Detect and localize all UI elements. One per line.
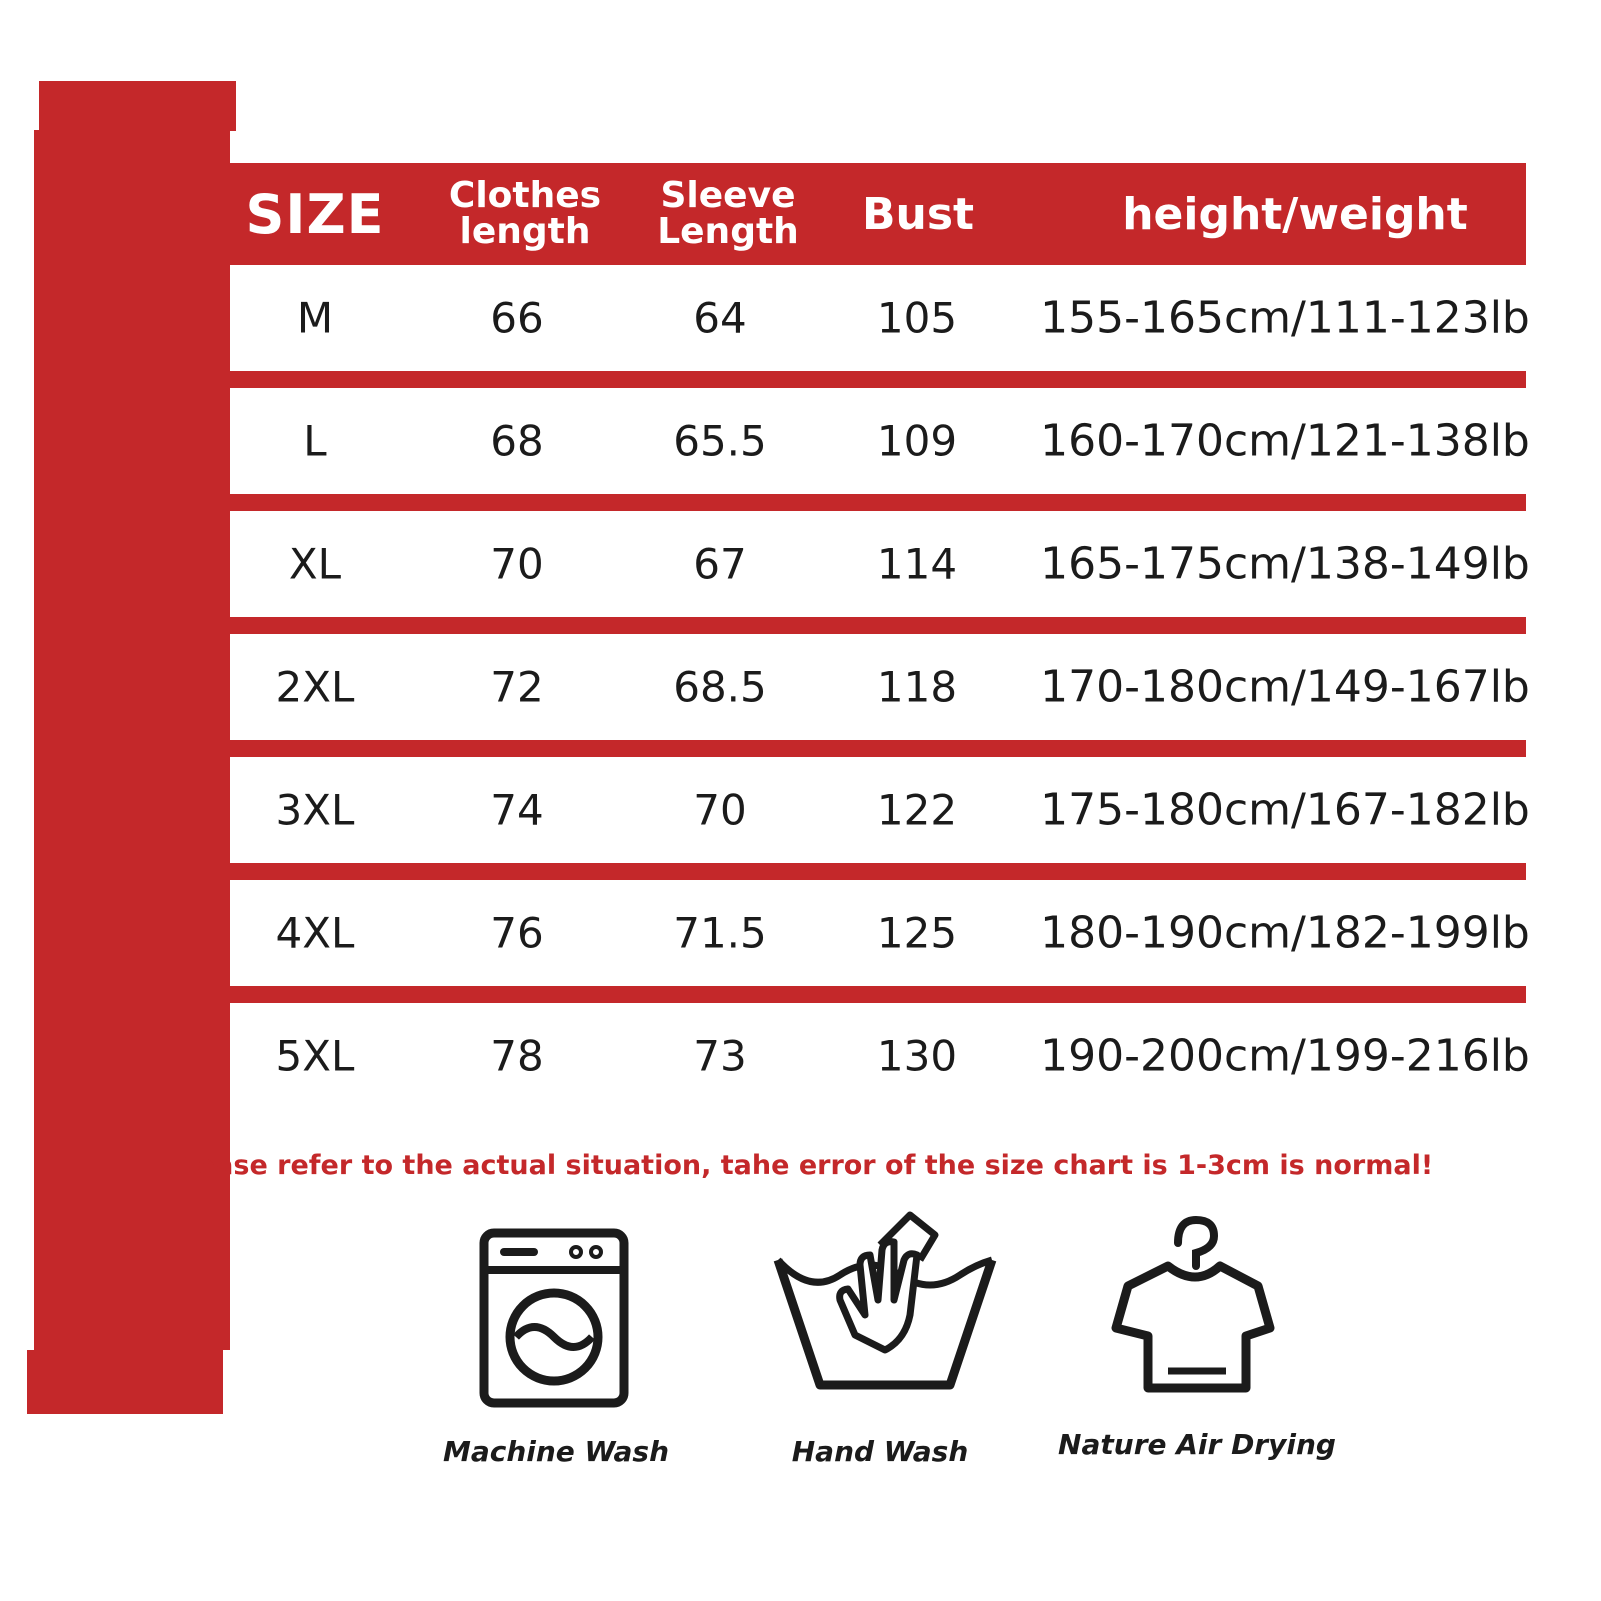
table-header (230, 163, 1526, 265)
header-clothes-length (448, 175, 602, 252)
cell-bust: 125 (876, 908, 958, 958)
decorative-bar-top (39, 81, 236, 131)
cell-size: XL (288, 539, 342, 589)
decorative-bar-bottom (27, 1350, 223, 1414)
header-sleeve-length-line1: Sleeve (660, 175, 796, 216)
air-drying-label: Nature Air Drying (1058, 1428, 1336, 1461)
cell-size: L (303, 416, 327, 466)
header-size: SIZE (245, 182, 385, 246)
cell-sleeve-length: 67 (693, 539, 747, 589)
table-row (230, 757, 1530, 863)
cell-height-weight: 190-200cm/199-216lb (1040, 1030, 1530, 1082)
hand-wash-icon (770, 1205, 1000, 1395)
cell-sleeve-length: 65.5 (673, 416, 767, 466)
table-row (230, 511, 1530, 617)
cell-sleeve-length: 70 (693, 785, 747, 835)
cell-height-weight: 165-175cm/138-149lb (1040, 538, 1530, 590)
machine-wash-label: Machine Wash (442, 1435, 670, 1468)
hanger-shirt-icon (1108, 1208, 1278, 1398)
header-bust: Bust (861, 188, 975, 240)
cell-size: 4XL (275, 908, 355, 958)
cell-size: 2XL (275, 662, 355, 712)
table-row (230, 1003, 1530, 1109)
cell-sleeve-length: 64 (693, 293, 747, 343)
cell-height-weight: 180-190cm/182-199lb (1040, 907, 1530, 959)
cell-size: 5XL (275, 1031, 355, 1081)
cell-clothes-length: 70 (490, 539, 544, 589)
cell-bust: 122 (876, 785, 958, 835)
row-divider (230, 494, 1526, 511)
cell-bust: 130 (876, 1031, 958, 1081)
cell-bust: 109 (876, 416, 958, 466)
row-divider (230, 740, 1526, 757)
cell-clothes-length: 74 (490, 785, 544, 835)
row-divider (230, 617, 1526, 634)
hand-wash-label: Hand Wash (791, 1435, 969, 1468)
cell-clothes-length: 72 (490, 662, 544, 712)
washing-machine-icon (476, 1225, 636, 1410)
cell-clothes-length: 76 (490, 908, 544, 958)
row-divider (230, 863, 1526, 880)
cell-height-weight: 160-170cm/121-138lb (1040, 415, 1530, 467)
header-sleeve-length (657, 175, 799, 252)
cell-clothes-length: 78 (490, 1031, 544, 1081)
table-row (230, 880, 1530, 986)
cell-bust: 114 (876, 539, 958, 589)
cell-height-weight: 170-180cm/149-167lb (1040, 661, 1530, 713)
cell-height-weight: 175-180cm/167-182lb (1040, 784, 1530, 836)
cell-clothes-length: 68 (490, 416, 544, 466)
size-chart-table (230, 163, 1530, 1109)
header-clothes-length-line2: length (459, 211, 591, 252)
table-row (230, 265, 1530, 371)
size-note: Please refer to the actual situation, tahe error of the size chart is 1-3cm is normal! (167, 1150, 1434, 1181)
table-row (230, 634, 1530, 740)
cell-bust: 118 (876, 662, 958, 712)
header-height-weight: height/weight (1122, 188, 1468, 240)
row-divider (230, 371, 1526, 388)
row-divider (230, 986, 1526, 1003)
header-sleeve-length-line2: Length (657, 211, 799, 252)
header-clothes-length-line1: Clothes (448, 175, 602, 216)
cell-height-weight: 155-165cm/111-123lb (1040, 292, 1530, 344)
cell-sleeve-length: 68.5 (673, 662, 767, 712)
cell-bust: 105 (876, 293, 958, 343)
cell-sleeve-length: 71.5 (673, 908, 767, 958)
table-row (230, 388, 1530, 494)
cell-size: 3XL (275, 785, 355, 835)
cell-sleeve-length: 73 (693, 1031, 747, 1081)
cell-size: M (296, 293, 334, 343)
cell-clothes-length: 66 (490, 293, 544, 343)
